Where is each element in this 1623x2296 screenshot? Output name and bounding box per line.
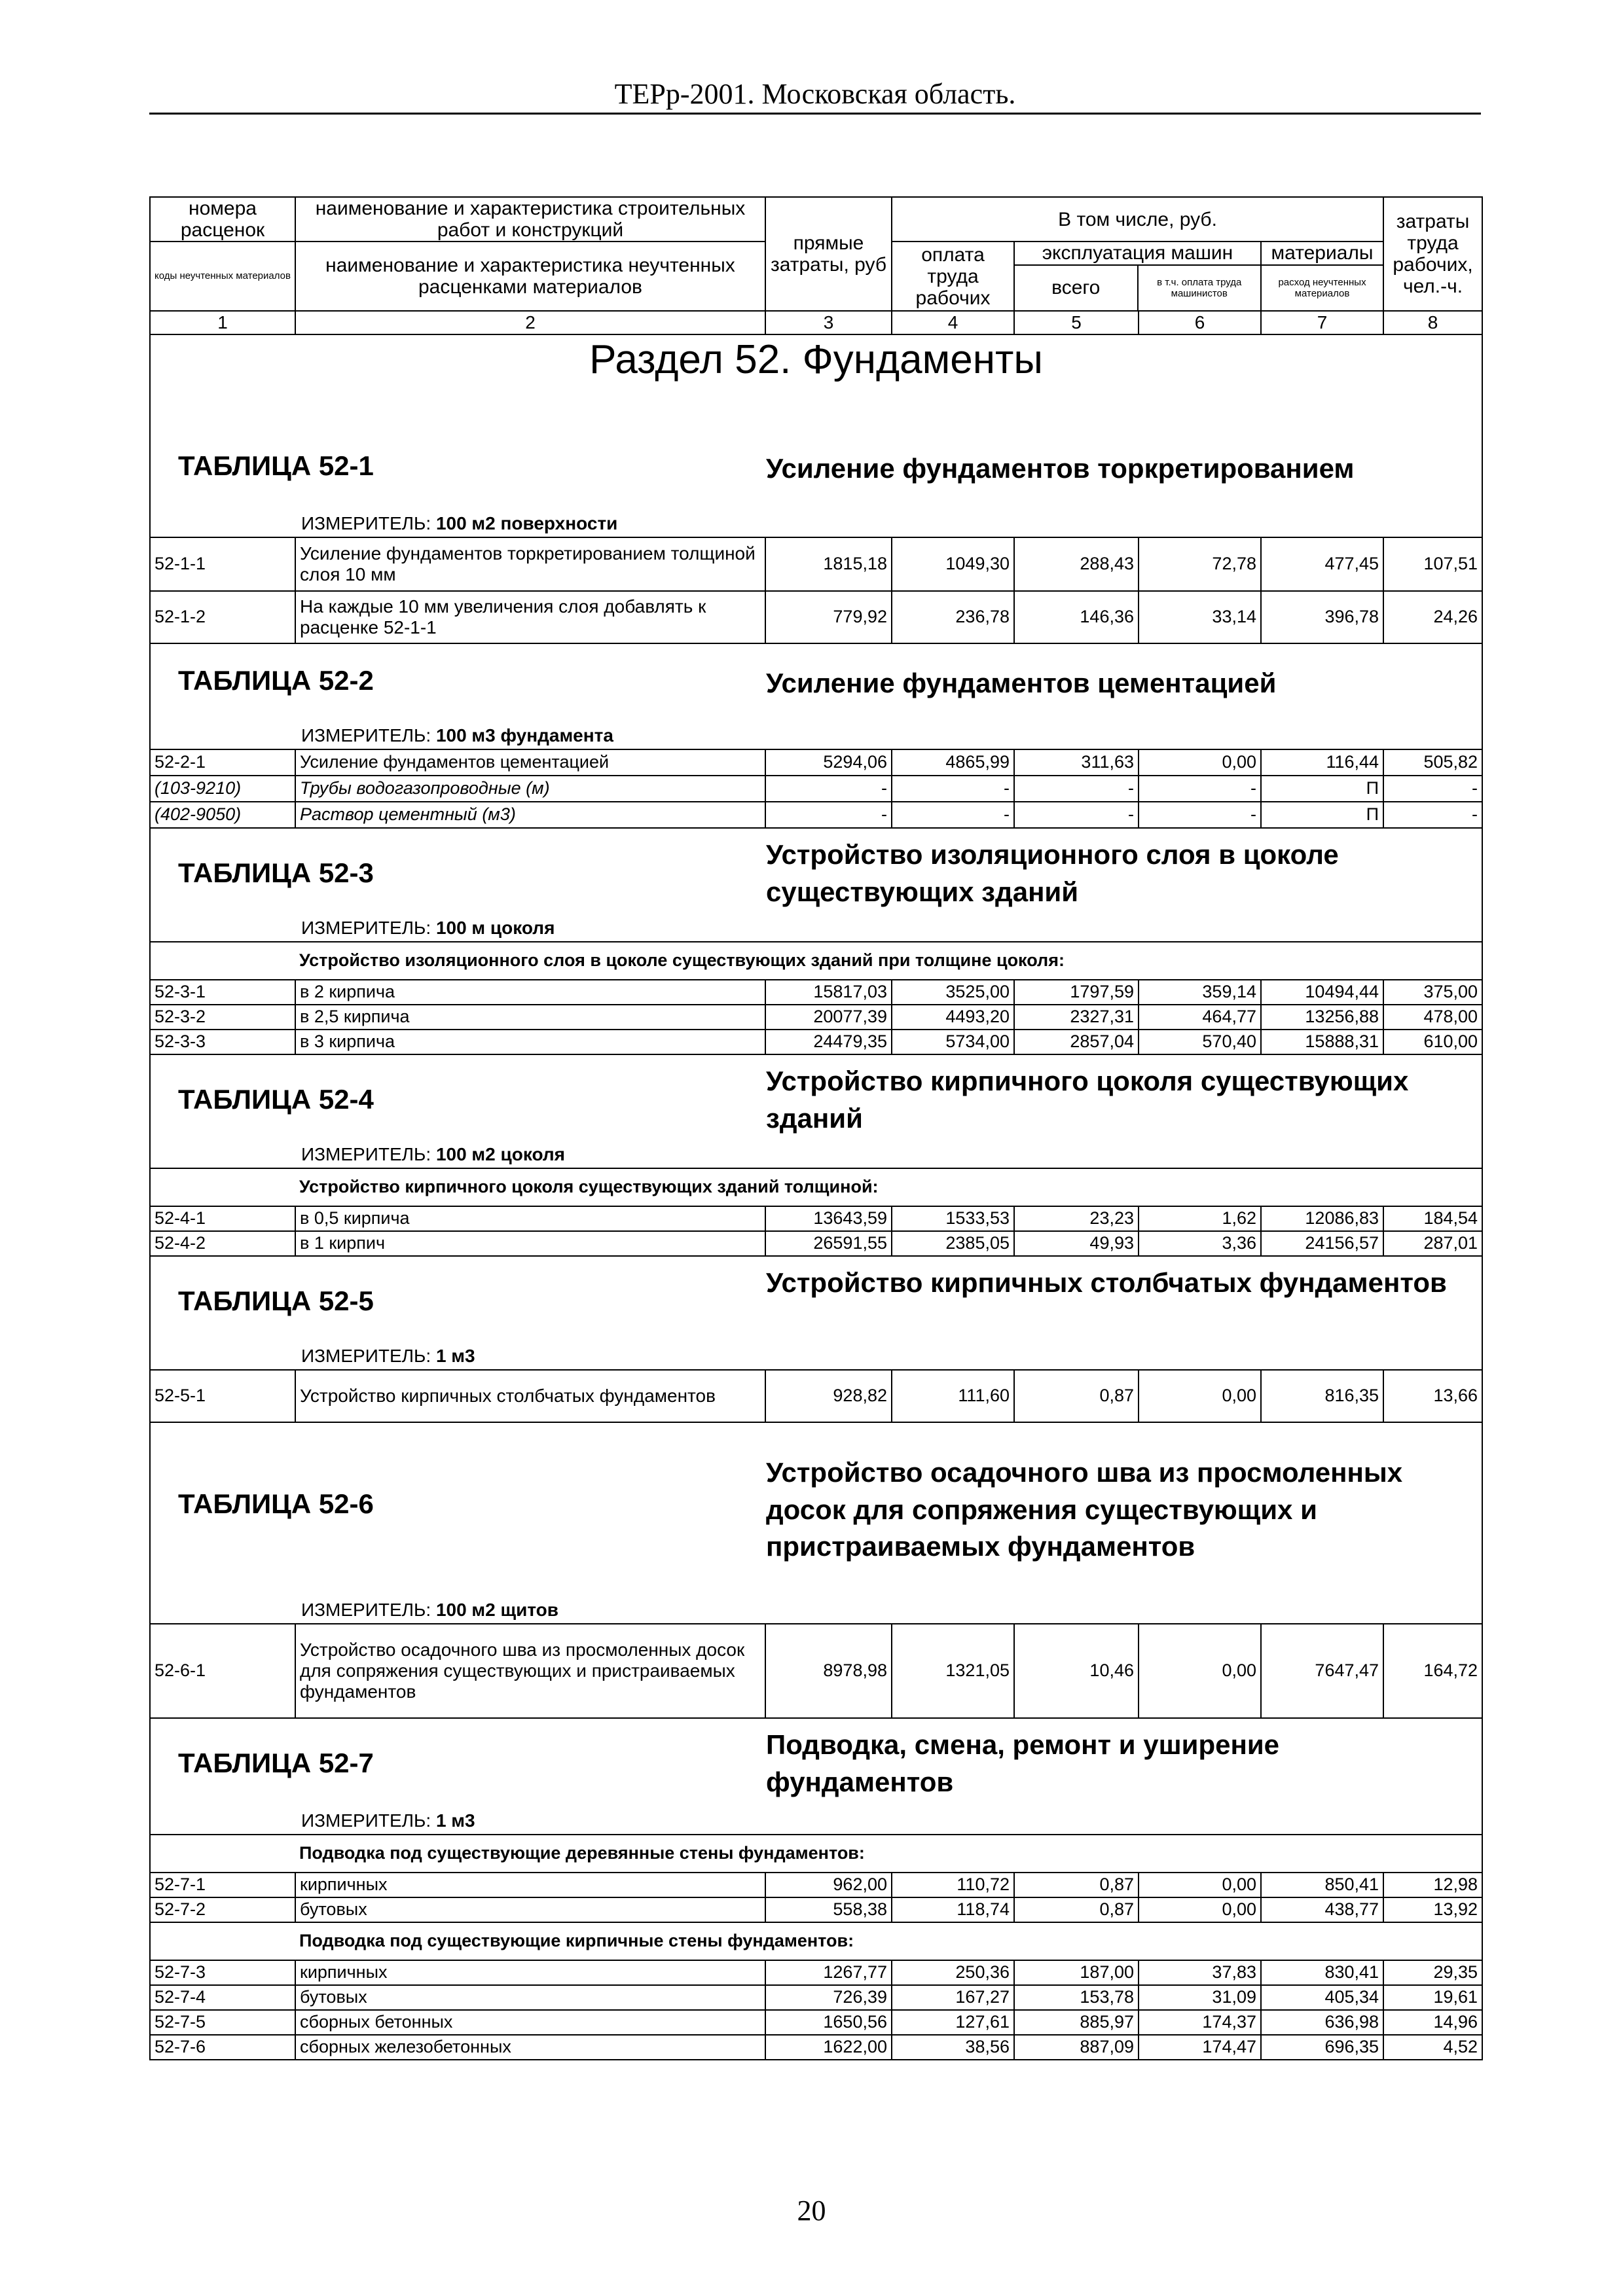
direct-costs: 1650,56: [765, 2010, 892, 2035]
machines-total: -: [1014, 776, 1139, 802]
rate-name: бутовых: [295, 1985, 765, 2010]
table-row: [150, 591, 1482, 643]
rate-name: Усиление фундаментов цементацией: [295, 749, 765, 776]
labor-hours: 610,00: [1383, 1030, 1482, 1054]
labor-hours: 505,82: [1383, 749, 1482, 776]
group-subheading: Устройство кирпичного цоколя существующих зданий толщиной:: [295, 1168, 1482, 1206]
machines-total: -: [1014, 802, 1139, 828]
materials: 396,78: [1261, 591, 1383, 643]
labor-pay: -: [892, 776, 1014, 802]
labor-hours: 13,66: [1383, 1370, 1482, 1422]
table-name: ТАБЛИЦА 52-7: [178, 1748, 374, 1778]
table-row: [150, 537, 1482, 591]
machines-total: 2857,04: [1014, 1030, 1139, 1054]
machines-total: 49,93: [1014, 1231, 1139, 1256]
col2-header: наименование и характеристика строительных работ и конструкций: [295, 197, 765, 242]
machinists-pay: -: [1139, 802, 1261, 828]
table-block-header: [150, 1718, 1482, 1835]
unit-label: ИЗМЕРИТЕЛЬ:: [301, 1599, 431, 1620]
labor-hours: 164,72: [1383, 1624, 1482, 1718]
column-number: 1: [150, 311, 295, 334]
table-row: [150, 749, 1482, 776]
direct-costs: 5294,06: [765, 749, 892, 776]
rate-name: в 2 кирпича: [295, 980, 765, 1005]
labor-pay: 236,78: [892, 591, 1014, 643]
labor-hours: -: [1383, 802, 1482, 828]
materials: 830,41: [1261, 1960, 1383, 1985]
subheading-spacer: [150, 1168, 295, 1206]
direct-costs: -: [765, 776, 892, 802]
labor-pay: 38,56: [892, 2035, 1014, 2060]
rate-code: (103-9210): [150, 776, 295, 802]
machinists-pay: 0,00: [1139, 1370, 1261, 1422]
machinists-pay: 464,77: [1139, 1005, 1261, 1030]
group-subheading-row: [150, 942, 1482, 980]
machinists-pay: 174,37: [1139, 2010, 1261, 2035]
table-row: [150, 1985, 1482, 2010]
group-subheading-row: [150, 1922, 1482, 1960]
group-subheading-row: [150, 1168, 1482, 1206]
labor-hours: 13,92: [1383, 1897, 1482, 1922]
materials: 405,34: [1261, 1985, 1383, 2010]
unit-value: 100 м2 поверхности: [435, 512, 618, 533]
direct-costs: 1267,77: [765, 1960, 892, 1985]
machinists-pay: 570,40: [1139, 1030, 1261, 1054]
rate-name: сборных бетонных: [295, 2010, 765, 2035]
materials: 12086,83: [1261, 1206, 1383, 1231]
labor-pay: 110,72: [892, 1873, 1014, 1897]
table-block: [150, 1718, 1482, 1835]
machinists-pay: 33,14: [1139, 591, 1261, 643]
materials: 816,35: [1261, 1370, 1383, 1422]
direct-costs: 24479,35: [765, 1030, 892, 1054]
direct-costs: 8978,98: [765, 1624, 892, 1718]
machinists-pay: 37,83: [1139, 1960, 1261, 1985]
column-number: 4: [892, 311, 1014, 334]
machines-total: 153,78: [1014, 1985, 1139, 2010]
table-row: [150, 980, 1482, 1005]
labor-hours: 107,51: [1383, 537, 1482, 591]
rate-name: в 1 кирпич: [295, 1231, 765, 1256]
materials: 477,45: [1261, 537, 1383, 591]
rate-code: (402-9050): [150, 802, 295, 828]
machinists-pay: 0,00: [1139, 1873, 1261, 1897]
machinists-pay: 359,14: [1139, 980, 1261, 1005]
table-block: [150, 1256, 1482, 1370]
rate-name: Трубы водогазопроводные (м): [295, 776, 765, 802]
unit-label: ИЗМЕРИТЕЛЬ:: [301, 917, 431, 938]
machines-total: 146,36: [1014, 591, 1139, 643]
materials: 438,77: [1261, 1897, 1383, 1922]
table-name: ТАБЛИЦА 52-4: [178, 1084, 374, 1115]
rate-code: 52-1-1: [150, 537, 295, 591]
column-number: 8: [1383, 311, 1482, 334]
rate-code: 52-7-3: [150, 1960, 295, 1985]
header-rule: [149, 113, 1481, 115]
labor-hours: 4,52: [1383, 2035, 1482, 2060]
table-name: ТАБЛИЦА 52-1: [178, 450, 374, 481]
section-title-row: [150, 334, 1482, 385]
unit-label: ИЗМЕРИТЕЛЬ:: [301, 1345, 431, 1366]
labor-hours: 184,54: [1383, 1206, 1482, 1231]
group-subheading: Подводка под существующие кирпичные стены фундаментов:: [295, 1922, 1482, 1960]
rate-name: в 2,5 кирпича: [295, 1005, 765, 1030]
rate-code: 52-7-4: [150, 1985, 295, 2010]
labor-hours: 29,35: [1383, 1960, 1482, 1985]
rate-name: в 0,5 кирпича: [295, 1206, 765, 1231]
table-row: [150, 1370, 1482, 1422]
unit-value: 1 м3: [435, 1810, 475, 1831]
labor-pay: 2385,05: [892, 1231, 1014, 1256]
direct-costs: -: [765, 802, 892, 828]
column-number: 5: [1014, 311, 1139, 334]
materials: 13256,88: [1261, 1005, 1383, 1030]
labor-hours: 14,96: [1383, 2010, 1482, 2035]
labor-hours: 375,00: [1383, 980, 1482, 1005]
machinists-pay: 1,62: [1139, 1206, 1261, 1231]
rate-code: 52-6-1: [150, 1624, 295, 1718]
unit-value: 100 м2 щитов: [435, 1599, 558, 1620]
unit-value: 100 м2 цоколя: [435, 1143, 565, 1164]
col2-subheader: наименование и характеристика неучтенных расценками материалов: [295, 242, 765, 311]
unit-value: 100 м3 фундамента: [435, 725, 613, 745]
materials: 850,41: [1261, 1873, 1383, 1897]
column-numbers-row: [150, 311, 1482, 334]
group-subheading: Подводка под существующие деревянные стены фундаментов:: [295, 1835, 1482, 1873]
direct-costs: 26591,55: [765, 1231, 892, 1256]
rate-name: в 3 кирпича: [295, 1030, 765, 1054]
labor-pay: 111,60: [892, 1370, 1014, 1422]
table-block: [150, 1054, 1482, 1168]
table-name: ТАБЛИЦА 52-6: [178, 1488, 374, 1519]
labor-pay: 4865,99: [892, 749, 1014, 776]
rate-code: 52-7-2: [150, 1897, 295, 1922]
machines-total: 885,97: [1014, 2010, 1139, 2035]
col6-header: в т.ч. оплата труда машинистов: [1157, 276, 1242, 299]
table-block-header: [150, 385, 1482, 537]
machines-total: 2327,31: [1014, 1005, 1139, 1030]
labor-hours: 287,01: [1383, 1231, 1482, 1256]
section-title: Раздел 52. Фундаменты: [150, 334, 1482, 385]
table-block-header: [150, 828, 1482, 942]
labor-pay: -: [892, 802, 1014, 828]
group-subheading: Устройство изоляционного слоя в цоколе существующих зданий при толщине цоколя:: [295, 942, 1482, 980]
table-block-header: [150, 1256, 1482, 1370]
unit-value: 100 м цоколя: [435, 917, 555, 938]
col1-subheader: коды неучтенных материалов: [150, 242, 295, 311]
materials: 636,98: [1261, 2010, 1383, 2035]
direct-costs: 962,00: [765, 1873, 892, 1897]
column-number: 3: [765, 311, 892, 334]
labor-pay: 118,74: [892, 1897, 1014, 1922]
group-subheading-row: [150, 1835, 1482, 1873]
labor-pay: 5734,00: [892, 1030, 1014, 1054]
table-row: [150, 2035, 1482, 2060]
rate-name: бутовых: [295, 1897, 765, 1922]
machines-header: [1014, 242, 1261, 311]
machines-total: 288,43: [1014, 537, 1139, 591]
table-title: Устройство кирпичного цоколя существующих зданий: [766, 1066, 1409, 1134]
machinists-pay: 0,00: [1139, 749, 1261, 776]
rate-code: 52-3-1: [150, 980, 295, 1005]
machines-total: 10,46: [1014, 1624, 1139, 1718]
col3-header: прямые затраты, руб: [765, 197, 892, 311]
table-row: [150, 776, 1482, 802]
direct-costs: 15817,03: [765, 980, 892, 1005]
direct-costs: 20077,39: [765, 1005, 892, 1030]
table-unit: [301, 725, 613, 746]
rate-name: кирпичных: [295, 1960, 765, 1985]
materials: П: [1261, 802, 1383, 828]
rate-code: 52-1-2: [150, 591, 295, 643]
column-number: 7: [1261, 311, 1383, 334]
rate-name: Устройство кирпичных столбчатых фундаментов: [295, 1370, 765, 1422]
subheading-spacer: [150, 1835, 295, 1873]
page-number: 20: [797, 2195, 826, 2227]
table-name: ТАБЛИЦА 52-2: [178, 665, 374, 696]
table-block: [150, 643, 1482, 749]
labor-hours: 19,61: [1383, 1985, 1482, 2010]
table-row: [150, 1873, 1482, 1897]
in-total-header: В том числе, руб.: [892, 197, 1383, 242]
rate-name: Усиление фундаментов торкретированием толщиной слоя 10 мм: [295, 537, 765, 591]
materials: 116,44: [1261, 749, 1383, 776]
rate-code: 52-3-3: [150, 1030, 295, 1054]
labor-pay: 127,61: [892, 2010, 1014, 2035]
table-title: Подводка, смена, ремонт и уширение фундаментов: [766, 1729, 1280, 1797]
table-title: Устройство осадочного шва из просмоленных досок для сопряжения существующих и пристраиваемых фундаментов: [766, 1457, 1403, 1562]
rate-code: 52-7-5: [150, 2010, 295, 2035]
machinists-pay: 3,36: [1139, 1231, 1261, 1256]
materials: 15888,31: [1261, 1030, 1383, 1054]
table-block: [150, 385, 1482, 537]
table-unit: [301, 1600, 558, 1621]
unit-label: ИЗМЕРИТЕЛЬ:: [301, 725, 431, 745]
rate-code: 52-2-1: [150, 749, 295, 776]
rates-table: [149, 196, 1483, 2060]
machinists-pay: 174,47: [1139, 2035, 1261, 2060]
table-title: Усиление фундаментов цементацией: [766, 668, 1277, 698]
rate-name: Раствор цементный (м3): [295, 802, 765, 828]
materials-header-label: материалы: [1262, 242, 1383, 266]
table-title: Усиление фундаментов торкретированием: [766, 453, 1355, 484]
labor-pay: 4493,20: [892, 1005, 1014, 1030]
col1-header: номера расценок: [150, 197, 295, 242]
rate-code: 52-5-1: [150, 1370, 295, 1422]
table-unit: [301, 1144, 565, 1165]
labor-hours: -: [1383, 776, 1482, 802]
labor-pay: 1049,30: [892, 537, 1014, 591]
rate-name: сборных железобетонных: [295, 2035, 765, 2060]
materials: П: [1261, 776, 1383, 802]
subheading-spacer: [150, 1922, 295, 1960]
machines-total: 187,00: [1014, 1960, 1139, 1985]
table-unit: [301, 513, 617, 534]
rate-name: кирпичных: [295, 1873, 765, 1897]
header-row-1: [150, 197, 1482, 242]
direct-costs: 779,92: [765, 591, 892, 643]
table-row: [150, 1030, 1482, 1054]
table-row: [150, 1005, 1482, 1030]
table-row: [150, 1960, 1482, 1985]
machinists-pay: 72,78: [1139, 537, 1261, 591]
rate-code: 52-4-2: [150, 1231, 295, 1256]
rate-code: 52-7-6: [150, 2035, 295, 2060]
rate-name: На каждые 10 мм увеличения слоя добавлять к расценке 52-1-1: [295, 591, 765, 643]
table-row: [150, 1206, 1482, 1231]
unit-label: ИЗМЕРИТЕЛЬ:: [301, 1810, 431, 1831]
table-unit: [301, 1810, 475, 1831]
machines-total: 0,87: [1014, 1370, 1139, 1422]
col5-header: всего: [1015, 266, 1139, 310]
table-name: ТАБЛИЦА 52-5: [178, 1285, 374, 1316]
table-row: [150, 802, 1482, 828]
table-block-header: [150, 1054, 1482, 1168]
table-title: Устройство изоляционного слоя в цоколе существующих зданий: [766, 839, 1339, 907]
table-name: ТАБЛИЦА 52-3: [178, 857, 374, 888]
col4-header: оплата труда рабочих: [892, 242, 1014, 311]
machines-total: 311,63: [1014, 749, 1139, 776]
materials: 696,35: [1261, 2035, 1383, 2060]
labor-pay: 3525,00: [892, 980, 1014, 1005]
direct-costs: 13643,59: [765, 1206, 892, 1231]
machines-total: 1797,59: [1014, 980, 1139, 1005]
table-unit: [301, 918, 555, 939]
machinists-pay: 0,00: [1139, 1897, 1261, 1922]
machines-total: 0,87: [1014, 1873, 1139, 1897]
table-title: Устройство кирпичных столбчатых фундаментов: [766, 1267, 1447, 1298]
direct-costs: 1622,00: [765, 2035, 892, 2060]
col8-header: затраты труда рабочих, чел.-ч.: [1383, 197, 1482, 311]
materials: 10494,44: [1261, 980, 1383, 1005]
subheading-spacer: [150, 942, 295, 980]
labor-hours: 12,98: [1383, 1873, 1482, 1897]
col7-header: расход неучтенных материалов: [1278, 276, 1366, 299]
table-row: [150, 1897, 1482, 1922]
table-row: [150, 1231, 1482, 1256]
materials-header: [1261, 242, 1383, 311]
unit-value: 1 м3: [435, 1345, 475, 1366]
table-block-header: [150, 643, 1482, 749]
machines-header-label: эксплуатация машин: [1015, 242, 1260, 266]
labor-pay: 167,27: [892, 1985, 1014, 2010]
direct-costs: 726,39: [765, 1985, 892, 2010]
materials: 7647,47: [1261, 1624, 1383, 1718]
machines-total: 0,87: [1014, 1897, 1139, 1922]
rate-code: 52-4-1: [150, 1206, 295, 1231]
labor-pay: 1321,05: [892, 1624, 1014, 1718]
rate-code: 52-7-1: [150, 1873, 295, 1897]
table-row: [150, 1624, 1482, 1718]
labor-hours: 478,00: [1383, 1005, 1482, 1030]
direct-costs: 558,38: [765, 1897, 892, 1922]
rate-code: 52-3-2: [150, 1005, 295, 1030]
labor-pay: 250,36: [892, 1960, 1014, 1985]
machines-total: 23,23: [1014, 1206, 1139, 1231]
direct-costs: 928,82: [765, 1370, 892, 1422]
table-block: [150, 828, 1482, 942]
table-row: [150, 2010, 1482, 2035]
table-unit: [301, 1346, 475, 1367]
rate-name: Устройство осадочного шва из просмоленных досок для сопряжения существующих и пристраиваемых фундаментов: [295, 1624, 765, 1718]
materials: 24156,57: [1261, 1231, 1383, 1256]
machinists-pay: 0,00: [1139, 1624, 1261, 1718]
machinists-pay: 31,09: [1139, 1985, 1261, 2010]
labor-hours: 24,26: [1383, 591, 1482, 643]
labor-pay: 1533,53: [892, 1206, 1014, 1231]
machinists-pay: -: [1139, 776, 1261, 802]
machines-total: 887,09: [1014, 2035, 1139, 2060]
unit-label: ИЗМЕРИТЕЛЬ:: [301, 512, 431, 533]
table-block: [150, 1422, 1482, 1624]
column-number: 2: [295, 311, 765, 334]
column-number: 6: [1139, 311, 1261, 334]
page-header-title: ТЕРр-2001. Московская область.: [614, 78, 1016, 110]
unit-label: ИЗМЕРИТЕЛЬ:: [301, 1143, 431, 1164]
table-block-header: [150, 1422, 1482, 1624]
direct-costs: 1815,18: [765, 537, 892, 591]
